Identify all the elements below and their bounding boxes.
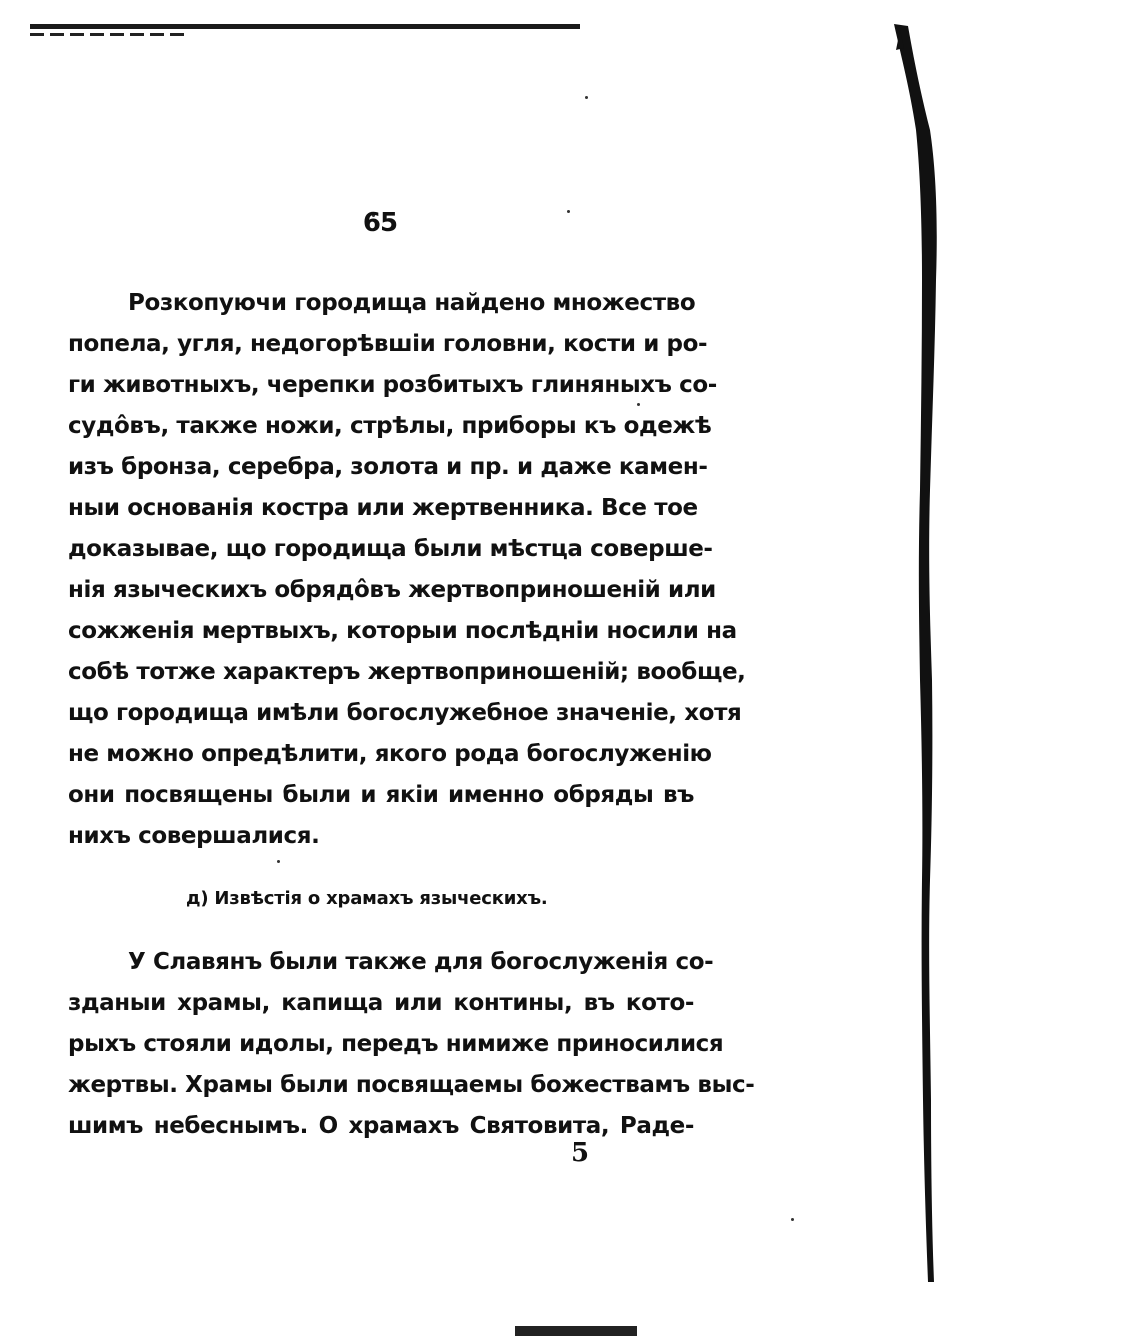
text-line: У Славянъ были также для богослуженія со-: [128, 949, 714, 975]
text-line: собѣ тотже характеръ жертвоприношеній; вообще,: [68, 659, 746, 685]
scan-speck: [791, 1218, 794, 1221]
text-line: сожженія мертвыхъ, которыи послѣдніи носили на: [68, 618, 737, 644]
paragraph-2: [68, 942, 755, 1147]
text-line: не можно опредѣлити, якого рода богослуженію: [68, 741, 712, 767]
scan-speck: [277, 860, 280, 863]
page-number: 65: [362, 208, 398, 238]
text-line: ныи основанія костра или жертвенника. Все тое: [68, 495, 698, 521]
paragraph-1: [68, 283, 746, 857]
text-line: зданыи храмы, капища или контины, въ кото-: [68, 990, 694, 1016]
text-line: рыхъ стояли идолы, передъ нимиже приносилися: [68, 1031, 724, 1057]
text-line: они посвящены были и якіи именно обряды въ: [68, 782, 694, 808]
top-edge-fragment: [30, 33, 190, 36]
text-line: нихъ совершалися.: [68, 823, 320, 849]
text-line: нія языческихъ обрядôвъ жертвоприношеній или: [68, 577, 716, 603]
top-edge-rule: [30, 24, 580, 29]
text-line: доказывае, що городища были мѣстца соверше-: [68, 536, 713, 562]
text-line: изъ бронза, серебра, золота и пр. и даже камен-: [68, 454, 708, 480]
text-line: попела, угля, недогорѣвшіи головни, кости и ро-: [68, 331, 708, 357]
section-heading: д) Извѣстія о храмахъ языческихъ.: [186, 888, 548, 909]
text-line: ги животныхъ, черепки розбитыхъ глиняныхъ со-: [68, 372, 717, 398]
signature-mark: 5: [570, 1138, 590, 1168]
bottom-edge-fragment: [515, 1326, 637, 1336]
scan-speck: [567, 210, 570, 213]
book-binding-shadow: [890, 20, 950, 1290]
text-line: Розкопуючи городища найдено множество: [128, 290, 696, 316]
text-line: що городища имѣли богослужебное значеніе, хотя: [68, 700, 742, 726]
scan-speck: [585, 96, 588, 99]
text-line: жертвы. Храмы были посвящаемы божествамъ выс-: [68, 1072, 755, 1098]
text-line: судôвъ, также ножи, стрѣлы, приборы къ одежѣ: [68, 413, 712, 439]
text-line: шимъ небеснымъ. О храмахъ Святовита, Раде-: [68, 1113, 694, 1139]
